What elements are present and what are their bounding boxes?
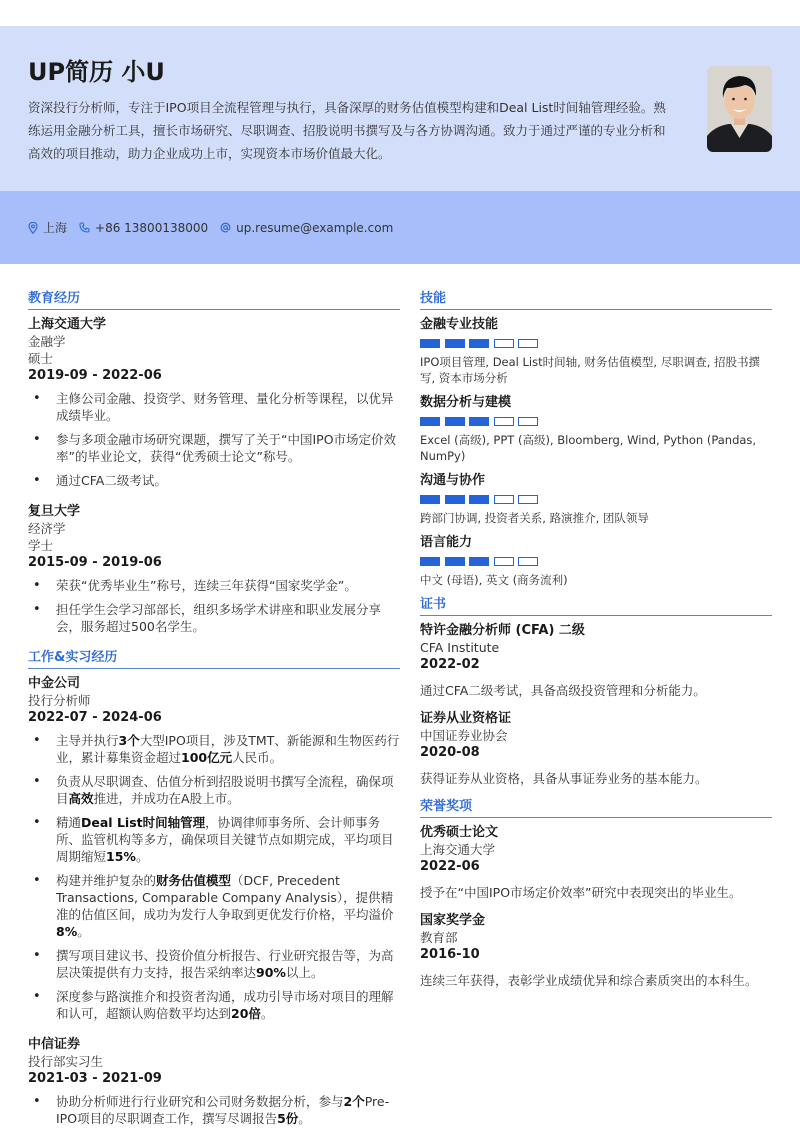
skill-name: 语言能力 bbox=[420, 535, 473, 550]
level-bar-filled bbox=[420, 495, 440, 504]
certificate-issuer: CFA Institute bbox=[420, 640, 500, 655]
award-date: 2022-06 bbox=[420, 859, 480, 874]
skill-item bbox=[420, 472, 772, 526]
date-range: 2022-07 - 2024-06 bbox=[28, 710, 162, 725]
award-description: 授予在“中国IPO市场定价效率”研究中表现突出的毕业生。 bbox=[420, 885, 742, 900]
skill-name: 数据分析与建模 bbox=[420, 395, 512, 410]
level-bar-filled bbox=[420, 557, 440, 566]
certificate-issuer: 中国证券业协会 bbox=[420, 728, 508, 743]
bullet-item: • 担任学生会学习部部长，组织多场学术讲座和职业发展分享会，服务超过500名学生。 bbox=[28, 601, 400, 635]
bullet-item: • 协助分析师进行行业研究和公司财务数据分析，参与2个Pre-IPO项目的尽职调查工作，撰写尽调报告5份。 bbox=[28, 1093, 400, 1127]
level-bar-filled bbox=[469, 557, 489, 566]
level-bar-empty bbox=[518, 417, 538, 426]
certificate-description: 通过CFA二级考试，具备高级投资管理和分析能力。 bbox=[420, 683, 706, 698]
skill-item bbox=[420, 394, 772, 464]
award-date: 2016-10 bbox=[420, 947, 480, 962]
email-text[interactable]: up.resume@example.com bbox=[236, 220, 394, 235]
date-range: 2019-09 - 2022-06 bbox=[28, 368, 162, 383]
bullet-list bbox=[28, 577, 400, 635]
contact-bar bbox=[0, 191, 800, 264]
award-issuer: 教育部 bbox=[420, 930, 458, 945]
skill-item bbox=[420, 534, 772, 588]
bullet-item: • 负责从尽职调查、估值分析到招股说明书撰写全流程，确保项目高效推进，并成功在A股上市。 bbox=[28, 773, 400, 807]
job-role: 投行分析师 bbox=[28, 693, 91, 708]
bullet-item: • 主修公司金融、投资学、财务管理、量化分析等课程，以优异成绩毕业。 bbox=[28, 390, 400, 424]
bullet-list bbox=[28, 732, 400, 1022]
avatar-icon bbox=[707, 66, 772, 152]
bullet-item: • 参与多项金融市场研究课题，撰写了关于“中国IPO市场定价效率”的毕业论文，获得“优秀硕士论文”称号。 bbox=[28, 431, 400, 465]
contact-phone bbox=[79, 221, 208, 235]
award-item bbox=[420, 912, 772, 992]
award-issuer: 上海交通大学 bbox=[420, 842, 496, 857]
location-pin-icon bbox=[28, 222, 38, 234]
skill-description: IPO项目管理, Deal List时间轴, 财务估值模型, 尽职调查, 招股书撰写, 资本市场分析 bbox=[420, 355, 761, 385]
school-name: 上海交通大学 bbox=[28, 317, 107, 332]
section-title-work: 工作&实习经历 bbox=[28, 649, 400, 669]
level-bar-filled bbox=[469, 495, 489, 504]
work-entry bbox=[28, 1036, 400, 1127]
date-range: 2015-09 - 2019-06 bbox=[28, 555, 162, 570]
level-bar-filled bbox=[445, 557, 465, 566]
section-title-awards: 荣誉奖项 bbox=[420, 798, 772, 818]
certificate-item bbox=[420, 710, 772, 790]
contact-email bbox=[220, 221, 393, 235]
skill-description: 中文 (母语), 英文 (商务流利) bbox=[420, 573, 568, 587]
certificate-date: 2022-02 bbox=[420, 657, 480, 672]
email-at-icon bbox=[220, 222, 231, 233]
education-entry bbox=[28, 503, 400, 635]
skill-level-bars bbox=[420, 339, 772, 348]
bullet-list bbox=[28, 390, 400, 489]
contact-location bbox=[28, 219, 67, 236]
level-bar-filled bbox=[420, 417, 440, 426]
major: 金融学 bbox=[28, 334, 66, 349]
section-title-skills: 技能 bbox=[420, 290, 772, 310]
bullet-item: • 荣获“优秀毕业生”称号，连续三年获得“国家奖学金”。 bbox=[28, 577, 400, 594]
skill-name: 沟通与协作 bbox=[420, 473, 486, 488]
section-title-education: 教育经历 bbox=[28, 290, 400, 310]
phone-icon bbox=[79, 222, 90, 233]
education-entry bbox=[28, 316, 400, 489]
certificate-description: 获得证券从业资格，具备从事证券业务的基本能力。 bbox=[420, 771, 708, 786]
company-name: 中信证券 bbox=[28, 1037, 81, 1052]
level-bar-empty bbox=[518, 495, 538, 504]
top-spacer bbox=[0, 0, 800, 26]
certificate-name: 证券从业资格证 bbox=[420, 711, 512, 726]
level-bar-filled bbox=[469, 339, 489, 348]
level-bar-filled bbox=[445, 339, 465, 348]
level-bar-filled bbox=[445, 495, 465, 504]
level-bar-empty bbox=[494, 495, 514, 504]
skill-description: Excel (高级), PPT (高级), Bloomberg, Wind, Python (Pandas, NumPy) bbox=[420, 433, 757, 463]
award-name: 优秀硕士论文 bbox=[420, 825, 499, 840]
certificate-item bbox=[420, 622, 772, 702]
bullet-item: • 通过CFA二级考试。 bbox=[28, 472, 400, 489]
level-bar-empty bbox=[518, 339, 538, 348]
profile-summary: 资深投行分析师，专注于IPO项目全流程管理与执行，具备深厚的财务估值模型构建和Deal List时间轴管理经验。熟练运用金融分析工具，擅长市场研究、尽职调查、招股说明书撰写及与各方协调沟通。致力于通过严谨的专业分析和高效的项目推动，助力企业成功上市，实现资本市场价值最大化。 bbox=[28, 100, 666, 161]
section-title-certificates: 证书 bbox=[420, 596, 772, 616]
award-item bbox=[420, 824, 772, 904]
skill-item bbox=[420, 316, 772, 386]
profile-photo bbox=[707, 66, 772, 152]
left-column bbox=[28, 290, 400, 1130]
candidate-name: UP简历 小U bbox=[28, 58, 165, 86]
company-name: 中金公司 bbox=[28, 676, 81, 691]
resume-header bbox=[0, 26, 800, 191]
skill-level-bars bbox=[420, 495, 772, 504]
level-bar-filled bbox=[469, 417, 489, 426]
award-name: 国家奖学金 bbox=[420, 913, 486, 928]
right-column bbox=[420, 290, 772, 1000]
major: 经济学 bbox=[28, 521, 66, 536]
job-role: 投行部实习生 bbox=[28, 1054, 104, 1069]
certificate-name: 特许金融分析师 (CFA) 二级 bbox=[420, 623, 585, 638]
bullet-item: • 构建并维护复杂的财务估值模型（DCF, Precedent Transactions, Comparable Company Analysis），提供精准的估值区间，成功为发行人争取到更优发行价格，平均溢价8%。 bbox=[28, 872, 400, 940]
level-bar-filled bbox=[445, 417, 465, 426]
level-bar-empty bbox=[518, 557, 538, 566]
level-bar-empty bbox=[494, 557, 514, 566]
skill-name: 金融专业技能 bbox=[420, 317, 499, 332]
work-entry bbox=[28, 675, 400, 1022]
degree: 学士 bbox=[28, 538, 54, 553]
award-description: 连续三年获得，表彰学业成绩优异和综合素质突出的本科生。 bbox=[420, 973, 758, 988]
date-range: 2021-03 - 2021-09 bbox=[28, 1071, 162, 1086]
bullet-list bbox=[28, 1093, 400, 1127]
level-bar-filled bbox=[420, 339, 440, 348]
skill-description: 跨部门协调, 投资者关系, 路演推介, 团队领导 bbox=[420, 511, 649, 525]
certificate-date: 2020-08 bbox=[420, 745, 480, 760]
degree: 硕士 bbox=[28, 351, 54, 366]
bullet-item: • 精通Deal List时间轴管理，协调律师事务所、会计师事务所、监管机构等多方，确保项目关键节点如期完成，平均项目周期缩短15%。 bbox=[28, 814, 400, 865]
school-name: 复旦大学 bbox=[28, 504, 81, 519]
skill-level-bars bbox=[420, 557, 772, 566]
skill-level-bars bbox=[420, 417, 772, 426]
bullet-item: • 深度参与路演推介和投资者沟通，成功引导市场对项目的理解和认可，超额认购倍数平均达到20倍。 bbox=[28, 988, 400, 1022]
level-bar-empty bbox=[494, 339, 514, 348]
phone-text: +86 13800138000 bbox=[95, 220, 209, 235]
bullet-item: • 撰写项目建议书、投资价值分析报告、行业研究报告等，为高层决策提供有力支持，报告采纳率达90%以上。 bbox=[28, 947, 400, 981]
location-text: 上海 bbox=[43, 221, 68, 235]
bullet-item: • 主导并执行3个大型IPO项目，涉及TMT、新能源和生物医药行业，累计募集资金超过100亿元人民币。 bbox=[28, 732, 400, 766]
level-bar-empty bbox=[494, 417, 514, 426]
